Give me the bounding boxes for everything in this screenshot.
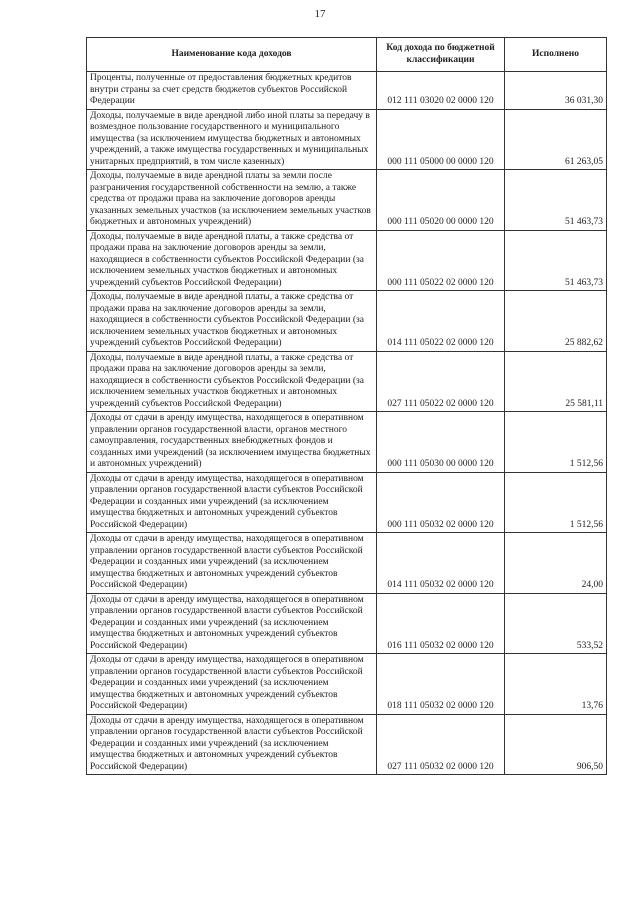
table-body xyxy=(87,72,607,775)
row-name: Доходы от сдачи в аренду имущества, находящегося в оперативном управлении органов государственной власти субъектов Российской Федерации и созданных ими учреждений (за исключением имущества бюджетных и автономных учреждений субъектов Российской Федерации) xyxy=(87,593,377,654)
row-amount: 25 882,62 xyxy=(505,291,607,352)
row-code: 018 111 05032 02 0000 120 xyxy=(377,654,505,715)
row-name: Доходы, получаемые в виде арендной платы за земли после разграничения государственной собственности на землю, а также средства от продажи права на заключение договоров аренды указанных земельных участков (за исключением земельных участков бюджетных и автономных учреждений) xyxy=(87,170,377,231)
table-row xyxy=(87,714,607,775)
row-name: Доходы, получаемые в виде арендной платы, а также средства от продажи права на заключение договоров аренды за земли, находящиеся в собственности субъектов Российской Федерации (за исключением земельных участков бюджетных и автономных учреждений субъектов Российской Федерации) xyxy=(87,291,377,352)
table-row xyxy=(87,291,607,352)
row-name: Проценты, полученные от предоставления бюджетных кредитов внутри страны за счет средств бюджетов субъектов Российской Федерации xyxy=(87,72,377,110)
row-name: Доходы от сдачи в аренду имущества, находящегося в оперативном управлении органов государственной власти, органов местного самоуправления, государственных внебюджетных фондов и созданных ими учреждений (за исключением имущества бюджетных и автономных учреждений) xyxy=(87,412,377,473)
row-amount: 13,76 xyxy=(505,654,607,715)
row-amount: 1 512,56 xyxy=(505,472,607,533)
row-code: 027 111 05032 02 0000 120 xyxy=(377,714,505,775)
table-row xyxy=(87,412,607,473)
table-row xyxy=(87,170,607,231)
row-name: Доходы, получаемые в виде арендной либо иной платы за передачу в возмездное пользование государственного и муниципального имущества (за исключением имущества бюджетных и автономных учреждений, а также имущества государственных и муниципальных унитарных предприятий, в том числе казенных) xyxy=(87,109,377,170)
table-row xyxy=(87,654,607,715)
table-row xyxy=(87,472,607,533)
table-header-row xyxy=(87,38,607,72)
row-name: Доходы, получаемые в виде арендной платы, а также средства от продажи права на заключение договоров аренды за земли, находящиеся в собственности субъектов Российской Федерации (за исключением земельных участков бюджетных и автономных учреждений субъектов Российской Федерации) xyxy=(87,230,377,291)
table-row xyxy=(87,593,607,654)
row-code: 000 111 05032 02 0000 120 xyxy=(377,472,505,533)
row-code: 012 111 03020 02 0000 120 xyxy=(377,72,505,110)
row-code: 000 111 05022 02 0000 120 xyxy=(377,230,505,291)
table-row xyxy=(87,72,607,110)
row-name: Доходы, получаемые в виде арендной платы, а также средства от продажи права на заключение договоров аренды за земли, находящиеся в собственности субъектов Российской Федерации (за исключением земельных участков бюджетных и автономных учреждений субъектов Российской Федерации) xyxy=(87,351,377,412)
table-row xyxy=(87,533,607,594)
row-amount: 1 512,56 xyxy=(505,412,607,473)
row-name: Доходы от сдачи в аренду имущества, находящегося в оперативном управлении органов государственной власти субъектов Российской Федерации и созданных ими учреждений (за исключением имущества бюджетных и автономных учреждений субъектов Российской Федерации) xyxy=(87,533,377,594)
page-number: 17 xyxy=(314,8,326,20)
row-code: 000 111 05030 00 0000 120 xyxy=(377,412,505,473)
row-name: Доходы от сдачи в аренду имущества, находящегося в оперативном управлении органов государственной власти субъектов Российской Федерации и созданных ими учреждений (за исключением имущества бюджетных и автономных учреждений субъектов Российской Федерации) xyxy=(87,654,377,715)
row-amount: 533,52 xyxy=(505,593,607,654)
row-amount: 51 463,73 xyxy=(505,170,607,231)
revenue-table xyxy=(86,37,607,775)
row-amount: 36 031,30 xyxy=(505,72,607,110)
row-code: 000 111 05000 00 0000 120 xyxy=(377,109,505,170)
header-name: Наименование кода доходов xyxy=(87,38,377,72)
row-amount: 61 263,05 xyxy=(505,109,607,170)
row-code: 000 111 05020 00 0000 120 xyxy=(377,170,505,231)
row-code: 014 111 05022 02 0000 120 xyxy=(377,291,505,352)
table-row xyxy=(87,351,607,412)
row-name: Доходы от сдачи в аренду имущества, находящегося в оперативном управлении органов государственной власти субъектов Российской Федерации и созданных ими учреждений (за исключением имущества бюджетных и автономных учреждений субъектов Российской Федерации) xyxy=(87,714,377,775)
row-amount: 51 463,73 xyxy=(505,230,607,291)
row-amount: 25 581,11 xyxy=(505,351,607,412)
row-amount: 906,50 xyxy=(505,714,607,775)
row-code: 027 111 05022 02 0000 120 xyxy=(377,351,505,412)
table-row xyxy=(87,109,607,170)
header-amount: Исполнено xyxy=(505,38,607,72)
row-code: 016 111 05032 02 0000 120 xyxy=(377,593,505,654)
row-code: 014 111 05032 02 0000 120 xyxy=(377,533,505,594)
row-name: Доходы от сдачи в аренду имущества, находящегося в оперативном управлении органов государственной власти субъектов Российской Федерации и созданных ими учреждений (за исключением имущества бюджетных и автономных учреждений субъектов Российской Федерации) xyxy=(87,472,377,533)
row-amount: 24,00 xyxy=(505,533,607,594)
table-row xyxy=(87,230,607,291)
header-code: Код дохода по бюджетной классификации xyxy=(377,38,505,72)
